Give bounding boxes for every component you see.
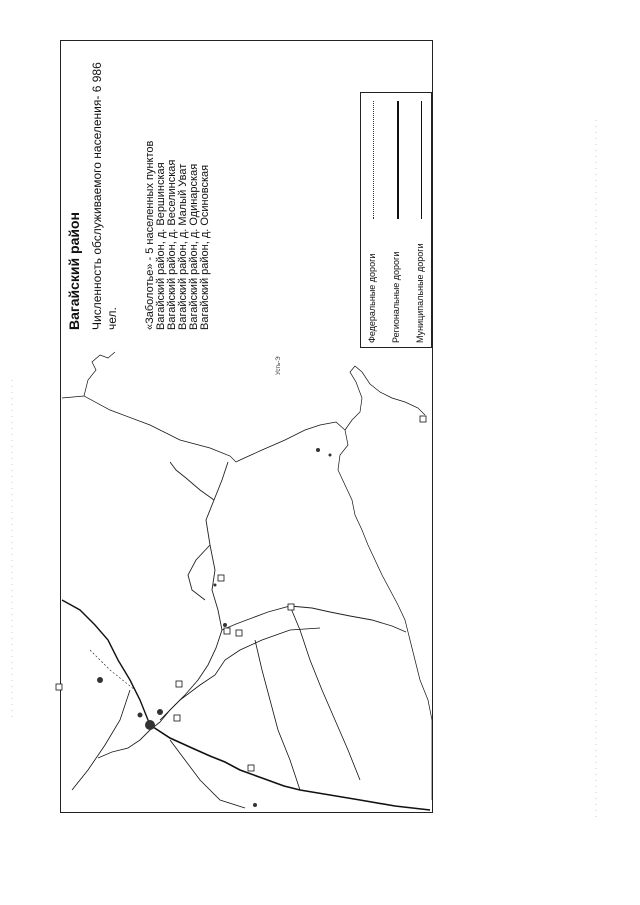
legend-label-regional: Региональные дороги — [391, 251, 401, 343]
settlement-item: Вагайский район, д. Одинарская — [188, 163, 200, 330]
legend-label-municipal: Муниципальные дороги — [415, 243, 425, 343]
settlement-markers — [56, 416, 426, 771]
population-text: Численность обслуживаемого населения- 6 986 чел. — [90, 62, 119, 330]
settlement-item: Вагайский район, д. Веселинская — [166, 159, 178, 330]
place-label: Усть-Э — [276, 356, 282, 375]
legend-line-municipal — [421, 101, 422, 219]
settlement-header: «Заболотье» - 5 населенных пунктов — [144, 140, 156, 330]
district-title: Вагайский район — [66, 212, 82, 330]
settlement-list — [145, 141, 211, 330]
legend — [360, 92, 432, 348]
legend-line-regional — [397, 101, 399, 219]
legend-label-federal: Федеральные дороги — [367, 253, 377, 343]
legend-line-federal — [373, 101, 374, 219]
settlement-item: Вагайский район, д. Малый Уват — [177, 163, 189, 330]
settlement-item: Вагайский район, д. Осиновская — [199, 164, 211, 330]
rivers — [98, 462, 406, 758]
settlement-clusters — [97, 448, 332, 807]
district-boundary — [62, 352, 432, 800]
settlement-item: Вагайский район, д. Вершинская — [155, 162, 167, 330]
roads — [62, 600, 430, 810]
